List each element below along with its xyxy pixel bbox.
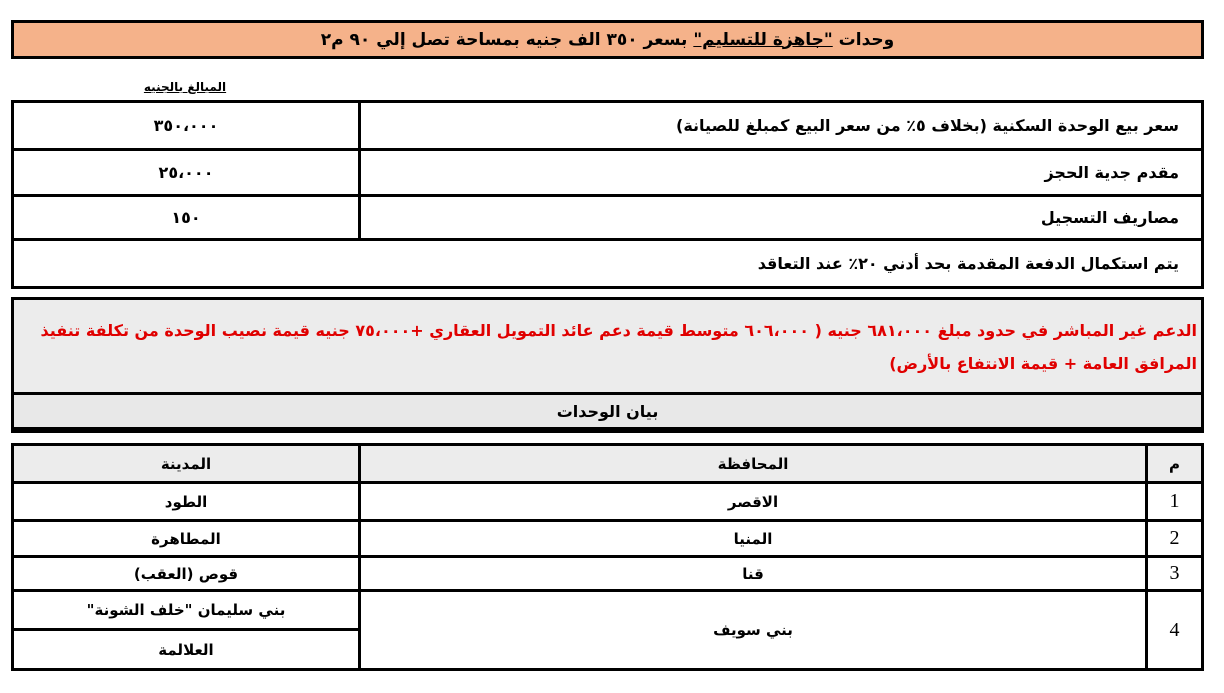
header-num: م — [1148, 446, 1201, 481]
city-cell: بني سليمان "خلف الشونة" — [86, 601, 286, 619]
units-heading: بيان الوحدات — [14, 392, 1201, 430]
row-number: 1 — [1169, 490, 1180, 512]
support-block — [11, 297, 1204, 433]
row-number: 2 — [1169, 527, 1180, 549]
units-table — [11, 443, 1204, 671]
price-row-sale — [14, 103, 1201, 151]
row-number: 4 — [1169, 618, 1180, 641]
governorate-cell: بني سويف — [713, 621, 793, 639]
title-highlight: "جاهزة للتسليم" — [693, 29, 833, 50]
governorate-cell: قنا — [742, 564, 764, 583]
price-row-registration — [14, 197, 1201, 241]
price-value: ٣٥٠،٠٠٠ — [14, 103, 361, 148]
price-value: ٢٥،٠٠٠ — [14, 151, 361, 194]
indirect-support-text: الدعم غير المباشر في حدود مبلغ ٦٨١،٠٠٠ جنيه ( ٦٠٦،٠٠٠ متوسط قيمة دعم عائد التمويل العقاري +٧٥،٠٠٠ جنيه قيمة نصيب الوحدة من تكلفة تنفيذ المرافق العامة + قيمة الانتفاع بالأرض) — [40, 321, 1197, 373]
completion-note: يتم استكمال الدفعة المقدمة بحد أدني ٢٠٪ عند التعاقد — [757, 254, 1179, 273]
city-cell: العلالمة — [158, 640, 214, 659]
governorate-cell: الاقصر — [727, 492, 779, 511]
header-city: المدينة — [14, 446, 358, 481]
price-value: ١٥٠ — [14, 197, 361, 238]
currency-note: المبالغ بالجنيه — [143, 80, 227, 94]
header-governorate: المحافظة — [361, 446, 1145, 481]
price-label: مقدم جدية الحجز — [1044, 163, 1179, 182]
page-title — [321, 30, 894, 50]
governorate-cell: المنيا — [733, 529, 773, 548]
page-title-banner — [11, 20, 1204, 59]
price-row-completion — [14, 241, 1201, 286]
price-label: مصاريف التسجيل — [1040, 208, 1179, 227]
price-row-deposit — [14, 151, 1201, 197]
title-part-2: بسعر ٣٥٠ الف جنيه بمساحة تصل إلي ٩٠ م٢ — [320, 29, 694, 50]
title-part-1: وحدات — [832, 29, 895, 50]
city-cell: المطاهرة — [151, 529, 221, 548]
city-cell: الطود — [164, 492, 208, 511]
row-number: 3 — [1169, 562, 1180, 584]
price-table — [11, 100, 1204, 289]
price-label: سعر بيع الوحدة السكنية (بخلاف ٥٪ من سعر البيع كمبلغ للصيانة) — [676, 116, 1179, 135]
city-cell: قوص (العقب) — [133, 564, 239, 583]
